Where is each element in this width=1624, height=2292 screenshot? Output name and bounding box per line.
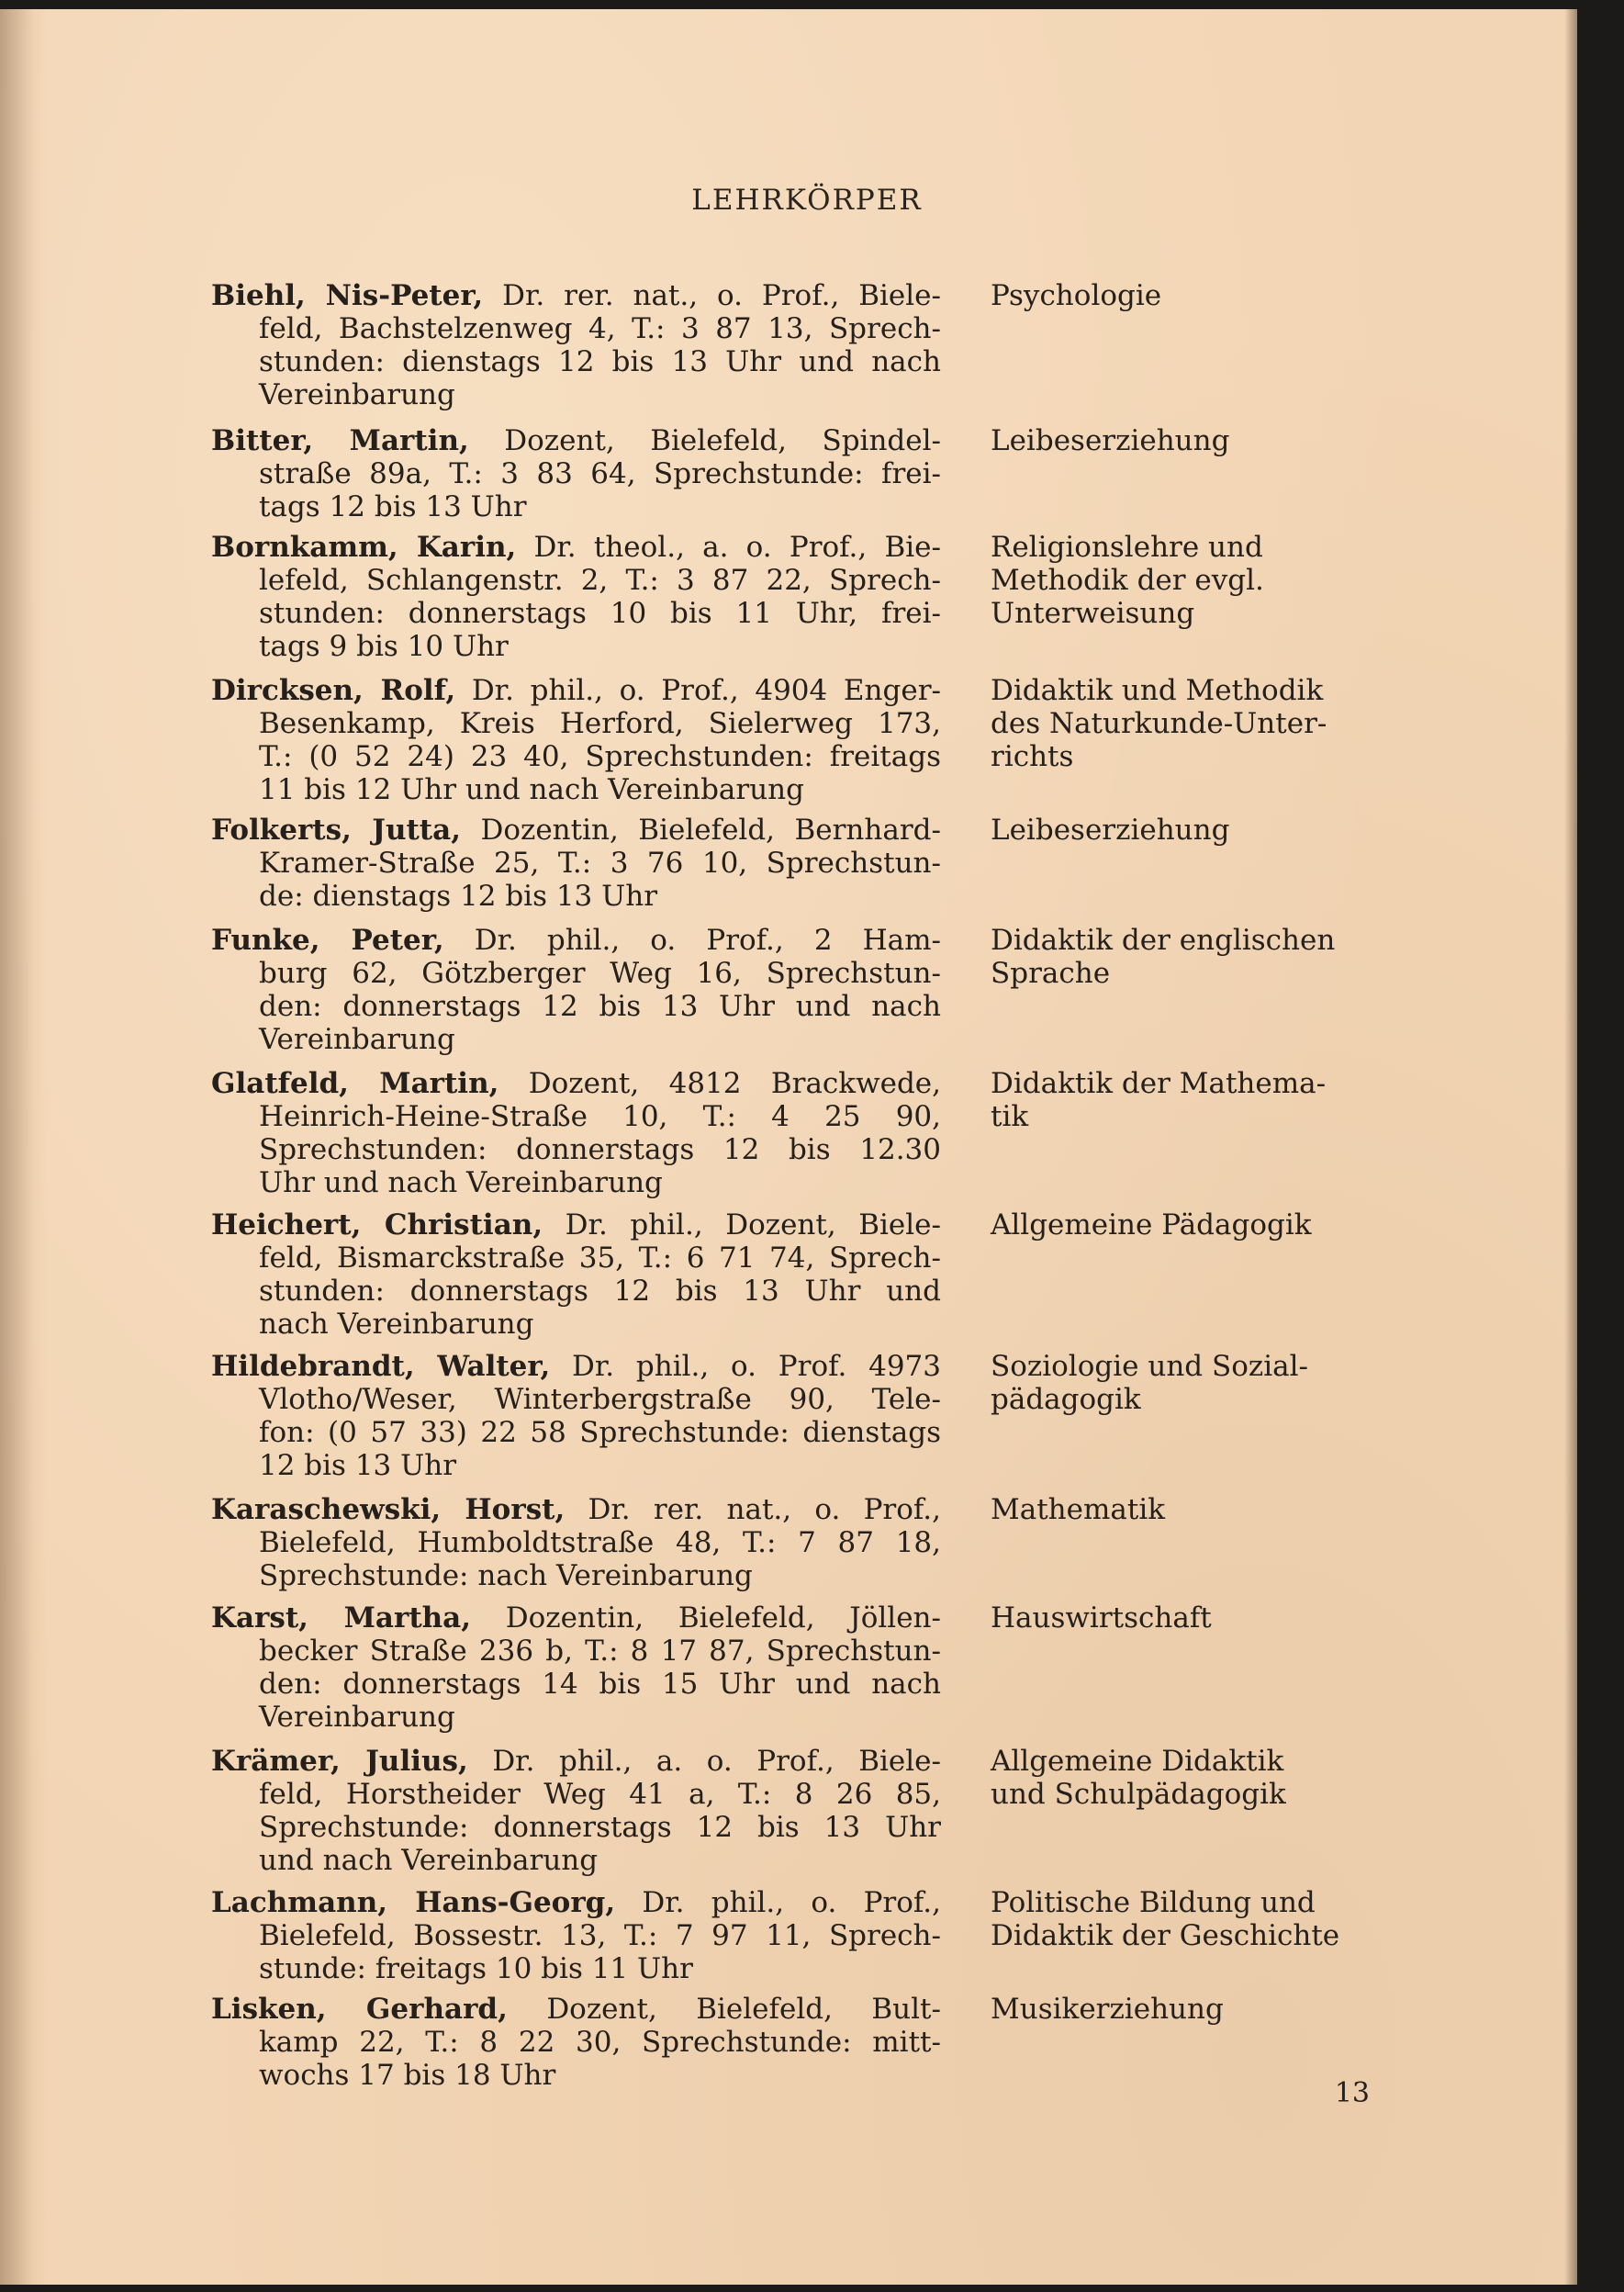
- subject-area: [991, 1601, 1422, 1635]
- subject-line: Allgemeine Pädagogik: [991, 1208, 1312, 1242]
- entry-line: feld, Bachstelzenweg 4, T.: 3 87 13, Sprech-: [259, 312, 941, 345]
- staff-name: Lachmann, Hans-Georg,: [211, 1886, 616, 1919]
- staff-name: Dircksen, Rolf,: [211, 674, 456, 707]
- subject-area: [991, 1993, 1422, 2026]
- entry-line: stunden: donnerstags 12 bis 13 Uhr und: [259, 1275, 941, 1308]
- subject-line: Allgemeine Didaktik: [991, 1745, 1284, 1778]
- subject-line: Leibeserziehung: [991, 814, 1230, 847]
- subject-line: Didaktik der Mathema-: [991, 1067, 1327, 1100]
- staff-entry: [211, 1886, 1405, 1985]
- subject-area: [991, 924, 1422, 990]
- subject-area: [991, 1067, 1422, 1133]
- entry-details: [211, 531, 941, 663]
- entry-first-line: [211, 1493, 941, 1526]
- entry-details: [211, 1208, 941, 1341]
- entry-text: Dozent, Bielefeld, Bult-: [507, 1993, 941, 2026]
- entry-text: Dr. phil., o. Prof., 4904 Enger-: [455, 674, 942, 707]
- subject-area: [991, 424, 1422, 457]
- entry-line: stunde: freitags 10 bis 11 Uhr: [259, 1952, 693, 1985]
- staff-name: Bitter, Martin,: [211, 424, 469, 457]
- staff-name: Biehl, Nis-Peter,: [211, 279, 484, 312]
- entry-line: Besenkamp, Kreis Herford, Sielerweg 173,: [259, 707, 941, 740]
- staff-entry: [211, 1208, 1405, 1341]
- entry-details: [211, 1067, 941, 1199]
- entry-details: [211, 1886, 941, 1985]
- subject-line: Mathematik: [991, 1493, 1166, 1526]
- entry-line: tags 12 bis 13 Uhr: [259, 490, 527, 523]
- entry-first-line: [211, 814, 941, 847]
- entry-line: stunden: donnerstags 10 bis 11 Uhr, frei-: [259, 597, 941, 630]
- subject-area: [991, 674, 1422, 773]
- entry-line: Kramer-Straße 25, T.: 3 76 10, Sprechstun-: [259, 847, 941, 880]
- subject-line: Unterweisung: [991, 597, 1195, 630]
- entry-line: kamp 22, T.: 8 22 30, Sprechstunde: mitt-: [259, 2026, 941, 2059]
- entry-line: feld, Horstheider Weg 41 a, T.: 8 26 85,: [259, 1778, 941, 1811]
- subject-area: [991, 1493, 1422, 1526]
- entry-line: 11 bis 12 Uhr und nach Vereinbarung: [259, 773, 804, 806]
- staff-name: Karst, Martha,: [211, 1601, 472, 1635]
- page-edge: [1564, 9, 1577, 2285]
- subject-line: richts: [991, 740, 1074, 773]
- subject-line: Leibeserziehung: [991, 424, 1230, 457]
- subject-line: Hauswirtschaft: [991, 1601, 1212, 1635]
- staff-entry: [211, 424, 1405, 523]
- entry-details: [211, 814, 941, 913]
- staff-name: Karaschewski, Horst,: [211, 1493, 566, 1526]
- entry-details: [211, 674, 941, 806]
- subject-area: [991, 1886, 1422, 1952]
- staff-entry: [211, 1350, 1405, 1482]
- entry-line: Sprechstunde: nach Vereinbarung: [259, 1559, 753, 1592]
- entry-line: Vereinbarung: [259, 378, 455, 411]
- subject-line: pädagogik: [991, 1383, 1141, 1416]
- staff-directory: [211, 270, 1405, 2092]
- staff-entry: [211, 814, 1405, 913]
- entry-line: den: donnerstags 14 bis 15 Uhr und nach: [259, 1668, 941, 1701]
- entry-details: [211, 424, 941, 523]
- page-title: LEHRKÖRPER: [691, 184, 923, 217]
- entry-first-line: [211, 424, 941, 457]
- entry-line: Uhr und nach Vereinbarung: [259, 1166, 663, 1199]
- entry-text: Dr. phil., o. Prof., 2 Ham-: [443, 924, 941, 957]
- entry-line: stunden: dienstags 12 bis 13 Uhr und nach: [259, 345, 941, 378]
- subject-line: Didaktik und Methodik: [991, 674, 1324, 707]
- staff-name: Funke, Peter,: [211, 924, 444, 957]
- staff-entry: [211, 1745, 1405, 1877]
- entry-line: und nach Vereinbarung: [259, 1844, 599, 1877]
- subject-line: Religionslehre und: [991, 531, 1263, 564]
- entry-first-line: [211, 1745, 941, 1778]
- entry-line: fon: (0 57 33) 22 58 Sprechstunde: dienstags: [259, 1416, 941, 1449]
- staff-name: Folkerts, Jutta,: [211, 814, 461, 847]
- entry-line: wochs 17 bis 18 Uhr: [259, 2059, 556, 2092]
- staff-entry: [211, 531, 1405, 663]
- staff-name: Krämer, Julius,: [211, 1745, 468, 1778]
- entry-line: T.: (0 52 24) 23 40, Sprechstunden: freitags: [259, 740, 941, 773]
- page-number: 13: [1334, 2077, 1370, 2109]
- entry-first-line: [211, 279, 941, 312]
- subject-area: [991, 1350, 1422, 1416]
- staff-entry: [211, 1067, 1405, 1199]
- staff-entry: [211, 1993, 1405, 2092]
- entry-line: becker Straße 236 b, T.: 8 17 87, Sprechstun-: [259, 1635, 941, 1668]
- entry-line: Bielefeld, Humboldtstraße 48, T.: 7 87 18,: [259, 1526, 941, 1559]
- entry-first-line: [211, 1067, 941, 1100]
- subject-line: Musikerziehung: [991, 1993, 1224, 2026]
- subject-line: Psychologie: [991, 279, 1162, 312]
- entry-details: [211, 1601, 941, 1734]
- entry-first-line: [211, 1993, 941, 2026]
- entry-text: Dr. phil., o. Prof. 4973: [550, 1350, 941, 1383]
- subject-line: des Naturkunde-Unter-: [991, 707, 1327, 740]
- subject-area: [991, 531, 1422, 630]
- staff-entry: [211, 1493, 1405, 1592]
- entry-line: lefeld, Schlangenstr. 2, T.: 3 87 22, Sprech-: [259, 564, 941, 597]
- entry-line: burg 62, Götzberger Weg 16, Sprechstun-: [259, 957, 941, 990]
- staff-entry: [211, 279, 1405, 411]
- subject-area: [991, 1745, 1422, 1811]
- entry-text: Dr. theol., a. o. Prof., Bie-: [516, 531, 941, 564]
- entry-text: Dr. phil., Dozent, Biele-: [543, 1208, 941, 1242]
- entry-line: de: dienstags 12 bis 13 Uhr: [259, 880, 658, 913]
- entry-first-line: [211, 1208, 941, 1242]
- entry-text: Dr. rer. nat., o. Prof., Biele-: [483, 279, 941, 312]
- spine-shadow: [0, 9, 48, 2285]
- entry-text: Dr. rer. nat., o. Prof.,: [565, 1493, 941, 1526]
- entry-text: Dozentin, Bielefeld, Jöllen-: [471, 1601, 941, 1635]
- subject-line: Methodik der evgl.: [991, 564, 1264, 597]
- entry-line: Vereinbarung: [259, 1701, 455, 1734]
- entry-details: [211, 1993, 941, 2092]
- entry-line: Sprechstunden: donnerstags 12 bis 12.30: [259, 1133, 941, 1166]
- entry-details: [211, 1493, 941, 1592]
- subject-line: Soziologie und Sozial-: [991, 1350, 1308, 1383]
- entry-first-line: [211, 531, 941, 564]
- subject-area: [991, 279, 1422, 312]
- entry-line: Bielefeld, Bossestr. 13, T.: 7 97 11, Sprech-: [259, 1919, 941, 1952]
- staff-name: Glatfeld, Martin,: [211, 1067, 499, 1100]
- entry-text: Dozent, 4812 Brackwede,: [498, 1067, 941, 1100]
- entry-first-line: [211, 1601, 941, 1635]
- entry-line: den: donnerstags 12 bis 13 Uhr und nach: [259, 990, 941, 1023]
- entry-first-line: [211, 1886, 941, 1919]
- entry-first-line: [211, 674, 941, 707]
- entry-details: [211, 1745, 941, 1877]
- staff-name: Hildebrandt, Walter,: [211, 1350, 551, 1383]
- entry-text: Dozentin, Bielefeld, Bernhard-: [461, 814, 941, 847]
- staff-entry: [211, 1601, 1405, 1734]
- staff-name: Lisken, Gerhard,: [211, 1993, 508, 2026]
- entry-line: Heinrich-Heine-Straße 10, T.: 4 25 90,: [259, 1100, 941, 1133]
- entry-text: Dr. phil., o. Prof.,: [615, 1886, 941, 1919]
- entry-text: Dozent, Bielefeld, Spindel-: [468, 424, 941, 457]
- book-page: [0, 9, 1577, 2285]
- subject-line: und Schulpädagogik: [991, 1778, 1286, 1811]
- entry-line: tags 9 bis 10 Uhr: [259, 630, 509, 663]
- entry-line: nach Vereinbarung: [259, 1308, 534, 1341]
- entry-line: feld, Bismarckstraße 35, T.: 6 71 74, Sprech-: [259, 1242, 941, 1275]
- entry-first-line: [211, 924, 941, 957]
- entry-details: [211, 279, 941, 411]
- entry-line: Vlotho/Weser, Winterbergstraße 90, Tele-: [259, 1383, 941, 1416]
- subject-line: Sprache: [991, 957, 1111, 990]
- subject-area: [991, 1208, 1422, 1242]
- entry-details: [211, 1350, 941, 1482]
- subject-line: Didaktik der Geschichte: [991, 1919, 1340, 1952]
- subject-line: Politische Bildung und: [991, 1886, 1316, 1919]
- entry-line: 12 bis 13 Uhr: [259, 1449, 457, 1482]
- entry-details: [211, 924, 941, 1056]
- entry-line: Vereinbarung: [259, 1023, 455, 1056]
- entry-text: Dr. phil., a. o. Prof., Biele-: [467, 1745, 941, 1778]
- staff-entry: [211, 674, 1405, 806]
- staff-name: Heichert, Christian,: [211, 1208, 543, 1242]
- staff-entry: [211, 924, 1405, 1056]
- subject-area: [991, 814, 1422, 847]
- subject-line: tik: [991, 1100, 1029, 1133]
- entry-line: straße 89a, T.: 3 83 64, Sprechstunde: frei-: [259, 457, 941, 490]
- entry-line: Sprechstunde: donnerstags 12 bis 13 Uhr: [259, 1811, 941, 1844]
- entry-first-line: [211, 1350, 941, 1383]
- staff-name: Bornkamm, Karin,: [211, 531, 517, 564]
- subject-line: Didaktik der englischen: [991, 924, 1336, 957]
